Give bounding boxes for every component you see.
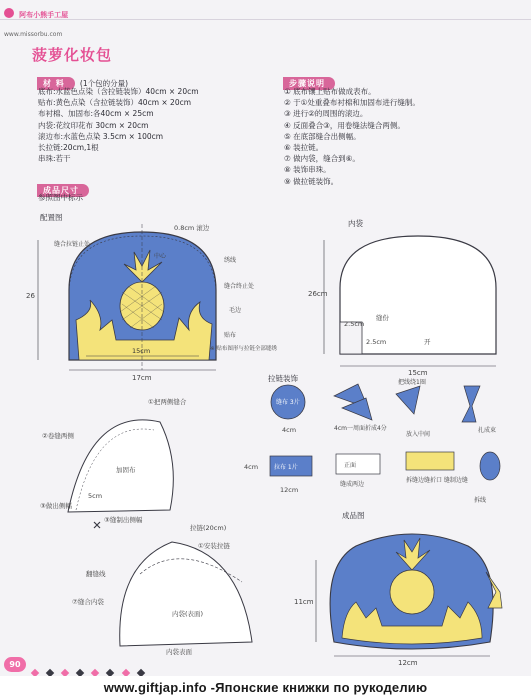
size-heading-label: 成品尺寸 [37, 184, 89, 197]
deco-strip-h: 4cm [244, 463, 259, 471]
layout-zip-label: 缝合拉链止处 [54, 241, 91, 248]
material-item: 内袋:花纹印花布 30cm × 20cm [38, 120, 149, 130]
assembly-label-4: 5cm [88, 492, 103, 500]
footer-watermark[interactable]: www.giftjap.info -Японские книжки по рукоделию [0, 676, 531, 700]
layout-note-label: ※ 贴布图形与拉链全部缝绣 [210, 346, 277, 352]
material-item: 串珠:若干 [38, 154, 71, 164]
header-divider [0, 19, 531, 20]
step-item: ⑦ 做内袋，缝合到⑥。 [284, 154, 360, 164]
zipper-deco-diagram [244, 379, 528, 505]
assembly-label-10: ⑦缝合内袋 [72, 598, 104, 606]
inner-bag-height: 26cm [308, 290, 328, 298]
steps-heading-label: 步骤说明 [283, 77, 335, 90]
deco-step-sew: 拆缝边缝折口 缝制边缝 [406, 477, 468, 484]
step-item: ⑥ 装拉链。 [284, 143, 324, 153]
step-item: ⑨ 做拉链装饰。 [284, 176, 339, 186]
assembly-label-12: 内袋表面 [166, 648, 192, 656]
size-note: 参照图中标示 [38, 193, 83, 202]
inner-bag-seam: 缝份 [376, 314, 389, 322]
page-title: 菠萝化妆包 [32, 46, 113, 64]
zipper-deco-title: 拉链装饰 [268, 374, 298, 383]
inner-bag-title: 内袋 [348, 219, 363, 228]
assembly-pouch-bottom [120, 542, 252, 646]
layout-center-label: 中心 [154, 253, 167, 260]
deco-fold-3 [396, 386, 420, 414]
material-item: 滚边布:水蓝色点染 3.5cm × 100cm [38, 131, 164, 141]
deco-tassel [462, 386, 480, 422]
inner-bag-fold: 开 [424, 338, 431, 346]
layout-quilt-label: 绣线 [224, 257, 237, 264]
deco-strip-sewn [406, 452, 454, 470]
finished-title: 成品图 [342, 511, 365, 520]
assembly-label-6: ③做出侧幅 [40, 502, 72, 510]
page-title-wrap [32, 44, 112, 65]
brand-name: 阿布小熊手工屋 [19, 11, 69, 19]
materials-list [38, 86, 199, 164]
inner-bag-outline [340, 236, 496, 354]
step-item: ② 于①处重叠布衬棉和加固布进行缝制。 [284, 98, 420, 108]
material-item: 贴布:黄色点染（含拉链装饰）40cm × 20cm [38, 98, 192, 108]
materials-heading-label: 材 料 [37, 77, 75, 90]
layout-rough-label: 毛边 [229, 307, 242, 314]
layout-height-label: 26 [26, 292, 35, 300]
deco-strip-label: 拉布 1片 [274, 464, 298, 471]
assembly-label-8: ①安装拉链 [198, 542, 230, 550]
step-item: ① 底布镶上贴布做成表布。 [284, 87, 376, 96]
deco-strip-fold [336, 454, 380, 474]
finished-pineapple [390, 570, 434, 614]
deco-front-label: 正面 [344, 462, 357, 469]
material-item: 底布:水蓝色点染（含拉链装饰）40cm × 20cm [38, 87, 199, 96]
step-item: ⑧ 装饰串珠。 [284, 165, 331, 175]
deco-circle-size: 4cm [282, 426, 297, 434]
material-item: 长拉链:20cm,1根 [38, 143, 99, 153]
assembly-label-9: 翻缝线 [86, 570, 106, 578]
deco-finished-tassel [480, 452, 500, 480]
layout-binding-label: 0.8cm 滚边 [174, 224, 210, 232]
finished-width-label: 12cm [398, 659, 418, 667]
materials-heading-note: (1个包的分量) [79, 79, 129, 88]
page-number: 90 [4, 657, 26, 672]
deco-step-thread: 拆线 [474, 497, 487, 504]
assembly-label-1: ①把两侧缝合 [148, 398, 187, 406]
layout-side-stop-label: 缝合终止处 [224, 283, 255, 290]
site-header [4, 2, 68, 40]
deco-step-wrap: 把线绕1圈 [398, 379, 426, 386]
scissors-icon [94, 522, 100, 528]
step-item: ⑤ 在底部缝合出侧幅。 [284, 131, 361, 141]
inner-bag-side: 2.5cm [344, 320, 365, 328]
deco-step-sides: 缝成两边 [340, 481, 365, 488]
inner-bag-diagram [300, 226, 522, 376]
deco-step-middle: 放入中间 [406, 431, 431, 438]
layout-width-label: 17cm [132, 374, 152, 382]
deco-step-tie: 扎成束 [478, 427, 497, 434]
material-item: 布衬棉、加固布:各40cm × 25cm [38, 109, 154, 119]
finished-diagram [292, 516, 528, 666]
inner-bag-width: 15cm [408, 369, 428, 377]
assembly-label-2: ②卷缝两侧 [42, 432, 74, 440]
assembly-label-7: 拉链(20cm) [190, 524, 227, 532]
assembly-label-11: 内袋(表面) [172, 610, 204, 618]
step-item: ④ 反面叠合③，用卷缝法缝合两侧。 [284, 120, 405, 130]
deco-circle-label: 缝布 3片 [276, 399, 300, 406]
inner-bag-corner-label: 2.5cm [366, 338, 387, 346]
bear-logo-icon [4, 8, 14, 18]
layout-inner-label: 15cm [132, 347, 151, 355]
assembly-label-5: ③缝制出侧幅 [104, 516, 143, 524]
step-item: ③ 进行②的周围的滚边。 [284, 109, 368, 119]
finished-height-label: 11cm [294, 598, 314, 606]
steps-list [284, 86, 420, 187]
deco-step-fold: 4cm一周面折成4分 [334, 425, 387, 432]
layout-diagram-title: 配置图 [40, 213, 63, 222]
layout-applique-label: 贴布 [224, 332, 237, 339]
layout-diagram [24, 220, 277, 385]
site-url: www.missorbu.com [4, 31, 63, 38]
assembly-label-3: 加固布 [116, 466, 136, 474]
deco-strip-w: 12cm [280, 486, 299, 494]
assembly-diagram [20, 392, 270, 660]
